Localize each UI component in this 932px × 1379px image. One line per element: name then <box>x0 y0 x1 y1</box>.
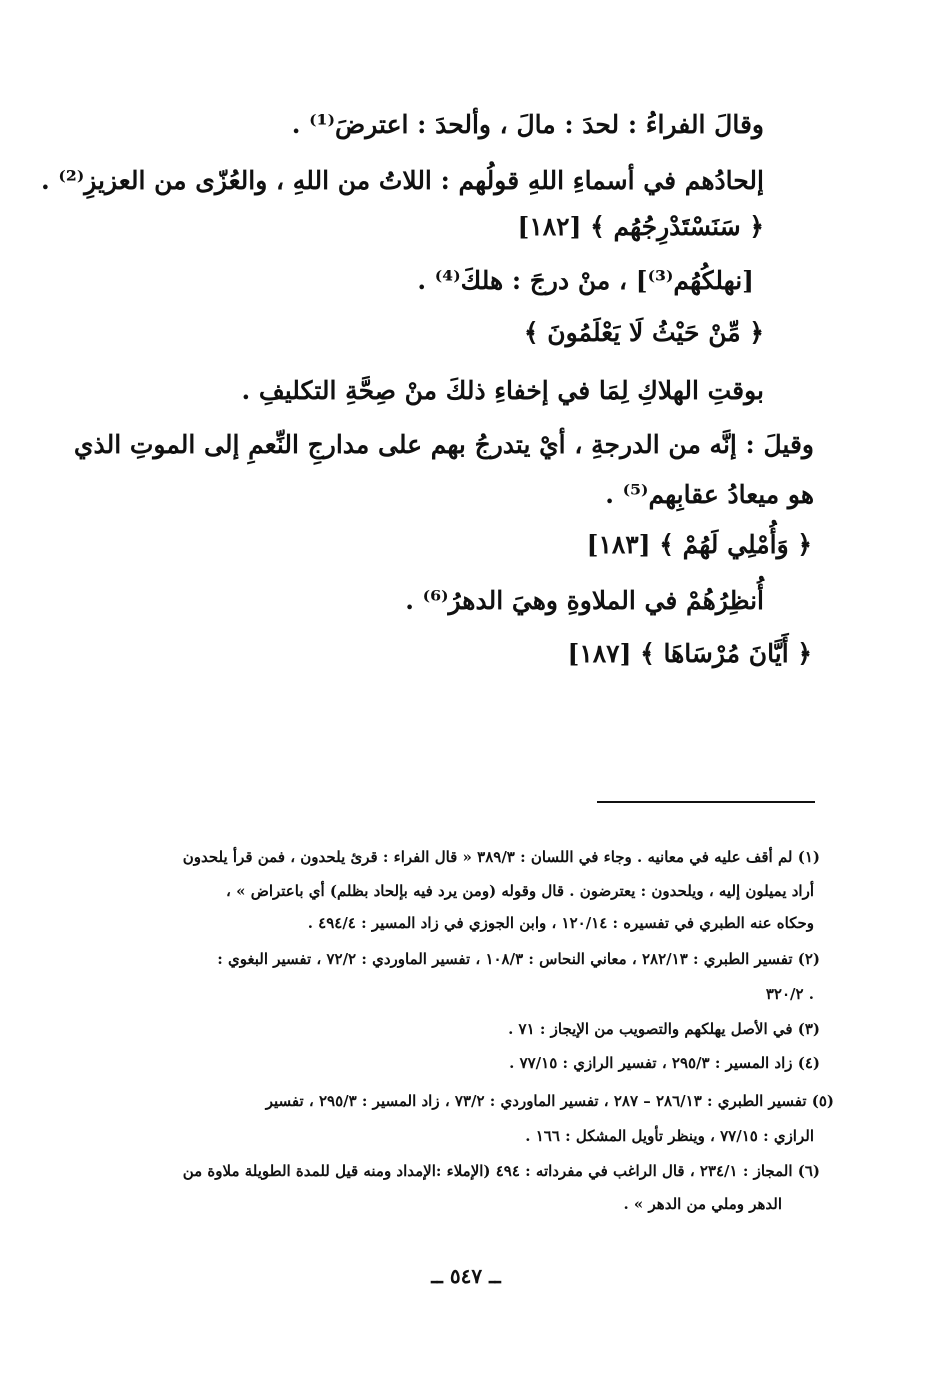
footnote-separator <box>597 801 815 803</box>
quran-verse: ﴿ سَنَسْتَدْرِجُهُم ﴾ [١٨٢] <box>517 212 764 241</box>
footnote-line: ٣٢٠/٢ . <box>765 985 814 1003</box>
quran-verse: ﴿ أَيَّانَ مُرْسَاهَا ﴾ [١٨٧] <box>567 639 812 668</box>
footnote-line: أراد يميلون إليه ، ويلحدون : يعترضون . قال وقوله (ومن يرد فيه بإلحاد بظلم) أي باعتراض » ، <box>226 882 814 900</box>
footnote-line: وحكاه عنه الطبري في تفسيره : ١٢٠/١٤ ، وابن الجوزي في زاد المسير : ٤٩٤/٤ . <box>307 914 814 932</box>
body-line: [نهلكُهُم⁽³⁾] ، منْ درجَ : هلكَ⁽⁴⁾ . <box>417 266 754 295</box>
body-line: هو ميعادُ عقابِهم⁽⁵⁾ . <box>605 480 814 509</box>
footnote-line: (١) لم أقف عليه في معانيه . وجاء في اللسان : ٣٨٩/٣ « قال الفراء : قرئ يلحدون ، فمن قرأ يلحدون <box>182 848 820 866</box>
footnote-line: (٦) المجاز : ٢٣٤/١ ، قال الراغب في مفرداته : ٤٩٤ (الإملاء :الإمداد ومنه قيل للمدة الطويلة ملاوة من <box>182 1162 820 1180</box>
body-line: إلحادُهم في أسماءِ اللهِ قولُهم : اللاتُ من اللهِ ، والعُزّى من العزيزِ⁽²⁾ . <box>41 166 764 195</box>
footnote-line: الدهر وملي من الدهر » . <box>623 1195 782 1213</box>
body-line: بوقتِ الهلاكِ لِمَا في إخفاءِ ذلكَ منْ صِحَّةِ التكليفِ . <box>241 376 764 405</box>
footnote-line: (٥) تفسير الطبري : ٢٨٦/١٣ – ٢٨٧ ، تفسير الماوردي : ٧٣/٢ ، زاد المسير : ٢٩٥/٣ ، تفسير <box>265 1092 834 1110</box>
body-line: أُنظِرُهُمْ في الملاوةِ وهيَ الدهرُ⁽⁶⁾ . <box>405 586 764 615</box>
body-line: وقيلَ : إنَّه من الدرجةِ ، أيْ يتدرجُ بهم على مدارجِ النِّعمِ إلى الموتِ الذي <box>73 430 814 459</box>
quran-verse: ﴿ مِّنْ حَيْثُ لَا يَعْلَمُونَ ﴾ <box>523 318 764 347</box>
footnote-line: (٢) تفسير الطبري : ٢٨٢/١٣ ، معاني النحاس : ١٠٨/٣ ، تفسير الماوردي : ٧٢/٢ ، تفسير البغوي : <box>217 950 820 968</box>
quran-verse: ﴿ وَأُمْلِي لَهُمْ ﴾ [١٨٣] <box>586 530 812 559</box>
footnote-line: الرازي : ٧٧/١٥ ، وينظر تأويل المشكل : ١٦٦ . <box>525 1127 814 1145</box>
page-number: ــ ٥٤٧ ــ <box>431 1264 501 1288</box>
footnote-line: (٤) زاد المسير : ٢٩٥/٣ ، تفسير الرازي : ٧٧/١٥ . <box>509 1054 820 1072</box>
footnote-line: (٣) في الأصل يهلكهم والتصويب من الإيجاز : ٧١ . <box>508 1020 820 1038</box>
body-line: وقالَ الفراءُ : لحدَ : مالَ ، وألحدَ : اعترضَ⁽¹⁾ . <box>291 110 764 139</box>
